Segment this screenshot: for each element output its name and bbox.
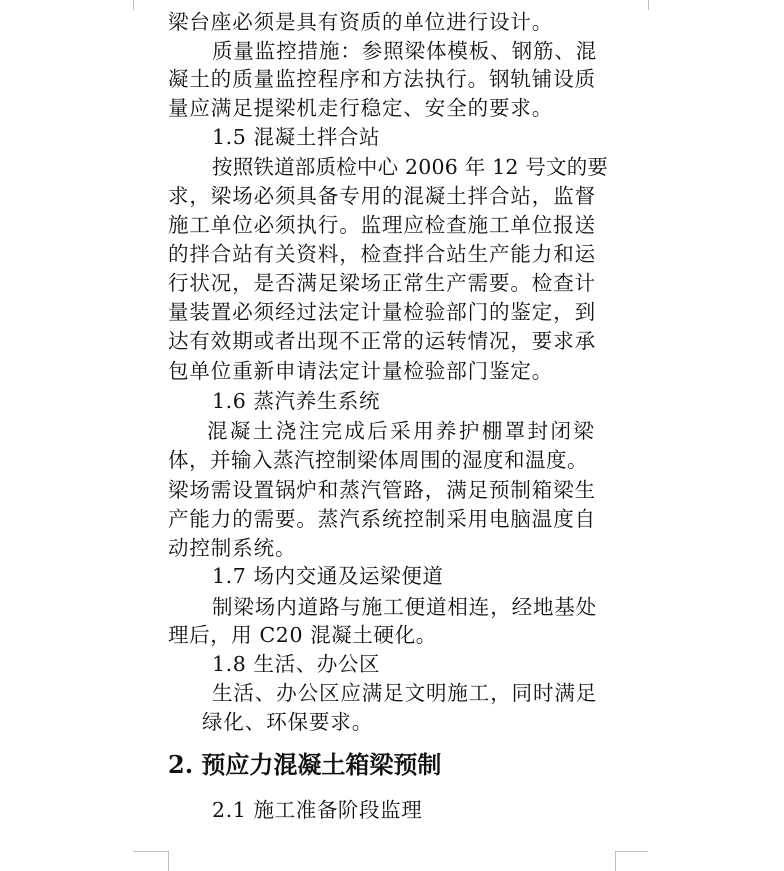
subsection-heading-1-5: 1.5 混凝土拌合站: [212, 125, 381, 149]
body-line: 绿化、环保要求。: [202, 710, 374, 734]
body-line: 生活、办公区应满足文明施工，同时满足: [212, 681, 598, 705]
body-line: 施工单位必须执行。监理应检查施工单位报送: [168, 213, 596, 237]
body-line: 体，并输入蒸汽控制梁体周围的湿度和温度。: [168, 448, 588, 472]
body-line: 动控制系统。: [168, 536, 297, 560]
body-line: 按照铁道部质检中心 2006 年 12 号文的要: [212, 155, 609, 179]
body-line: 质量监控措施：参照梁体模板、钢筋、混: [212, 39, 598, 63]
body-line: 的拌合站有关资料，检查拌合站生产能力和运: [168, 242, 596, 266]
body-line: 产能力的需要。蒸汽系统控制采用电脑温度自: [168, 507, 596, 531]
body-line: 量装置必须经过法定计量检验部门的鉴定，到: [168, 300, 596, 324]
subsection-heading-1-6: 1.6 蒸汽养生系统: [212, 389, 381, 413]
body-line: 梁场需设置锅炉和蒸汽管路，满足预制箱梁生: [168, 478, 596, 502]
subsection-heading-2-1: 2.1 施工准备阶段监理: [212, 798, 423, 822]
body-line: 量应满足提梁机走行稳定、安全的要求。: [168, 96, 554, 120]
body-line: 包单位重新申请法定计量检验部门鉴定。: [168, 359, 554, 383]
crop-mark-bottom-left-horizontal: [133, 851, 168, 852]
body-line: 求，梁场必须具备专用的混凝土拌合站，监督: [168, 184, 596, 208]
crop-mark-bottom-right-horizontal: [615, 851, 648, 852]
body-line: 凝土的质量监控程序和方法执行。钢轨铺设质: [168, 67, 596, 91]
crop-mark-bottom-right-vertical: [615, 851, 616, 871]
crop-mark-top-left-vertical: [133, 0, 134, 10]
crop-mark-top-right-vertical: [648, 0, 649, 10]
body-line: 行状况，是否满足梁场正常生产需要。检查计: [168, 271, 596, 295]
section-heading-2: 2. 预应力混凝土箱梁预制: [168, 750, 442, 779]
body-line: 梁台座必须是具有资质的单位进行设计。: [168, 10, 554, 34]
body-line: 达有效期或者出现不正常的运转情况，要求承: [168, 329, 596, 353]
subsection-heading-1-8: 1.8 生活、办公区: [212, 652, 381, 676]
subsection-heading-1-7: 1.7 场内交通及运梁便道: [212, 564, 444, 588]
body-line: 混凝土浇注完成后采用养护棚罩封闭梁: [207, 419, 597, 443]
body-line: 制梁场内道路与施工便道相连，经地基处: [212, 595, 598, 619]
crop-mark-bottom-left-vertical: [168, 851, 169, 871]
body-line: 理后，用 C20 混凝土硬化。: [168, 623, 437, 647]
